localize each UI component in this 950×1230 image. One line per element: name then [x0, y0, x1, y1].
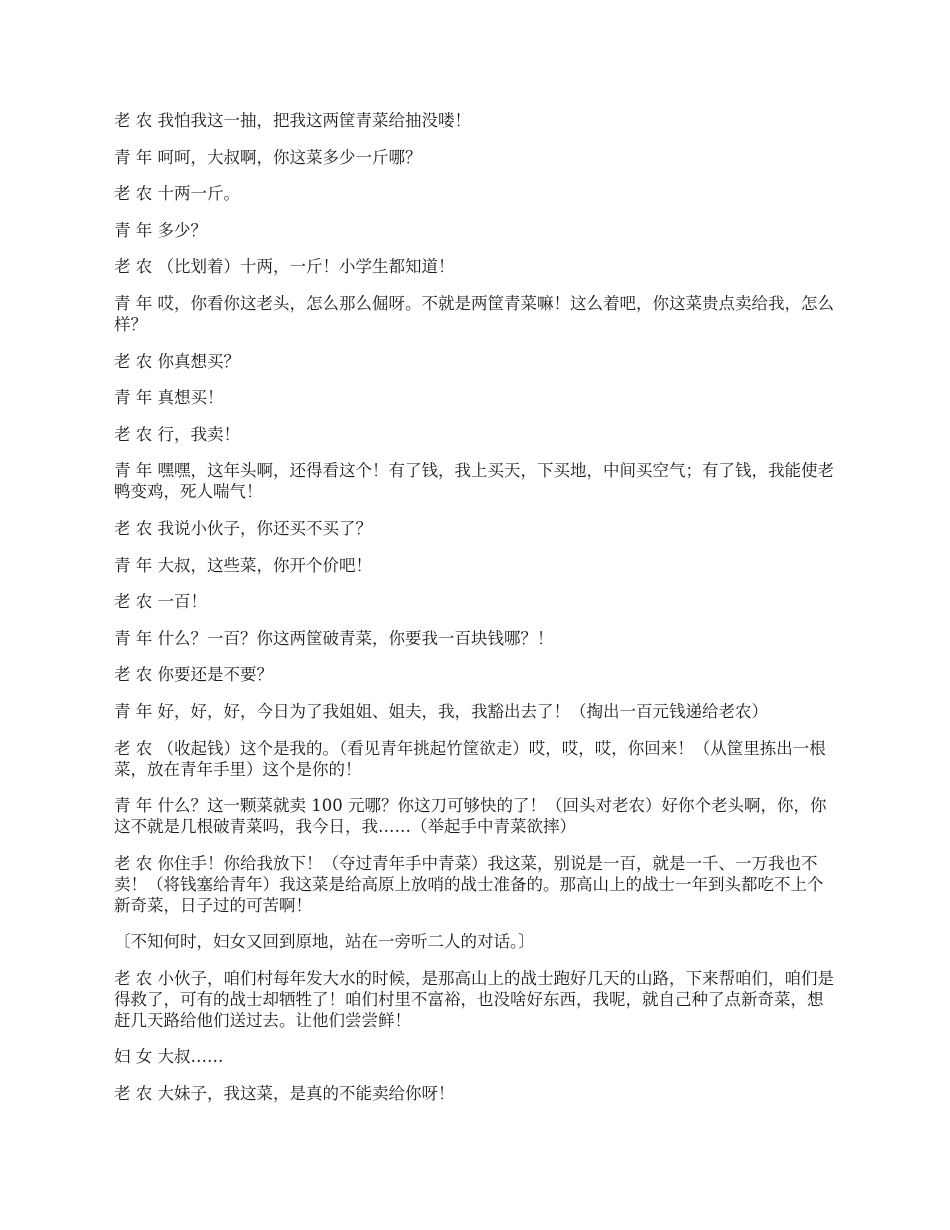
dialogue-line: 老 农 我说小伙子，你还买不买了？ — [114, 518, 372, 538]
dialogue-line: 青 年 大叔，这些菜，你开个价吧！ — [114, 555, 372, 575]
dialogue-line: 青 年 什么？一百？你这两筐破青菜，你要我一百块钱哪？！ — [114, 628, 554, 648]
dialogue-line: 老 农 我怕我这一抽，把我这两筐青菜给抽没喽！ — [114, 111, 471, 130]
dialogue-line: 青 年 什么？这一颗菜就卖 100 元哪？你这刀可够快的了！（回头对老农）好你个老头啊，你，你这不就是几根破青菜吗，我今日，我……（举起手中青菜欲摔） — [114, 796, 827, 837]
dialogue-line: 青 年 真想买！ — [114, 388, 224, 408]
document-page — [114, 110, 839, 1120]
dialogue-line: 青 年 好，好，好，今日为了我姐姐、姐夫，我，我豁出去了！（掏出一百元钱递给老农） — [114, 701, 768, 721]
dialogue-line: 青 年 呵呵，大叔啊，你这菜多少一斤哪？ — [114, 147, 422, 167]
dialogue-line: 老 农 你要还是不要？ — [114, 665, 273, 685]
dialogue-line: 老 农 你真想买？ — [114, 351, 240, 371]
dialogue-line: 老 农 小伙子，咱们村每年发大水的时候，是那高山上的战士跑好几天的山路，下来帮咱们，咱们是得救了，可有的战士却牺牲了！咱们村里不富裕，也没啥好东西，我呢，就自己种了点新奇菜，想赶几天路给他们送过去。让他们尝尝鲜！ — [114, 968, 834, 1030]
dialogue-line: 青 年 多少？ — [114, 220, 207, 240]
dialogue-line: 老 农 十两一斤。 — [114, 184, 240, 204]
dialogue-line: 老 农 大妹子，我这菜，是真的不能卖给你呀！ — [114, 1084, 455, 1104]
dialogue-line: 老 农 （收起钱）这个是我的。（看见青年挑起竹筐欲走）哎，哎，哎，你回来！（从筐里拣出一根菜，放在青年手里）这个是你的！ — [114, 738, 826, 779]
dialogue-line: 老 农 一百！ — [114, 592, 207, 612]
stage-direction: 〔不知何时，妇女又回到原地，站在一旁听二人的对话。〕 — [114, 932, 535, 952]
dialogue-line: 老 农 行，我卖！ — [114, 424, 240, 444]
dialogue-line: 妇 女 大叔…… — [114, 1047, 224, 1067]
dialogue-line: 老 农 （比划着）十两，一斤！小学生都知道！ — [114, 257, 455, 277]
dialogue-line: 老 农 你住手！你给我放下！（夺过青年手中青菜）我这菜，别说是一百，就是一千、一万我也不卖！（将钱塞给青年）我这菜是给高原上放哨的战士准备的。那高山上的战士一年到头都吃不上个新奇菜，日子过的可苦啊！ — [114, 853, 824, 915]
dialogue-line: 青 年 嘿嘿，这年头啊，还得看这个！有了钱，我上买天，下买地，中间买空气；有了钱，我能使老鸭变鸡，死人喘气！ — [114, 461, 834, 502]
dialogue-line: 青 年 哎，你看你这老头，怎么那么倔呀。不就是两筐青菜嘛！这么着吧，你这菜贵点卖给我，怎么样？ — [114, 293, 834, 334]
